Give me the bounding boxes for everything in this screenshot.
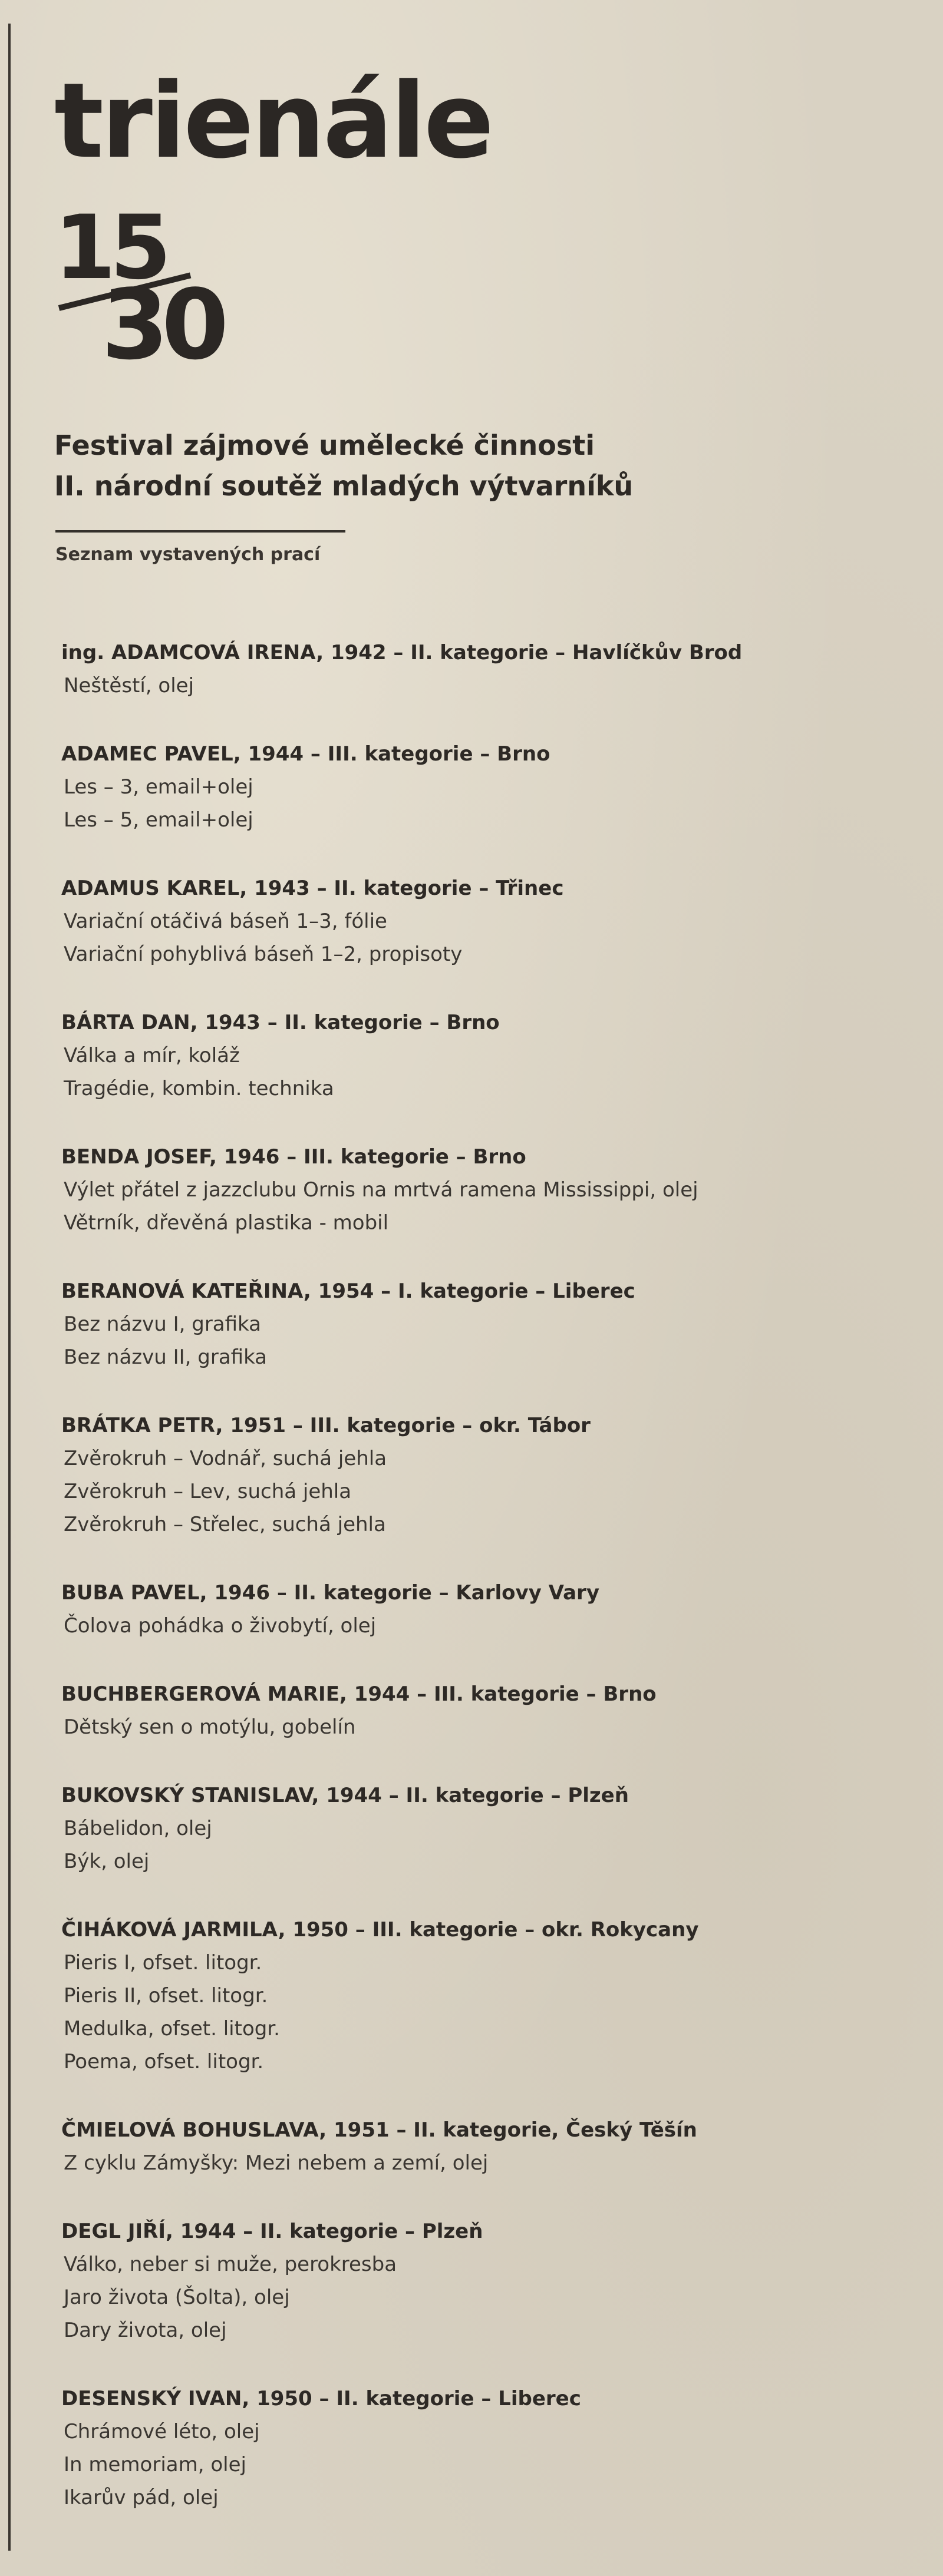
artist-heading: BUBA PAVEL, 1946 – II. kategorie – Karlovy Vary xyxy=(61,1581,599,1605)
artwork-item: Neštěstí, olej xyxy=(64,674,194,697)
artist-heading: ADAMEC PAVEL, 1944 – III. kategorie – Brno xyxy=(61,742,550,766)
artwork-item: Variační pohyblivá báseň 1–2, propisoty xyxy=(64,943,463,966)
entry-spacer xyxy=(61,702,910,738)
artwork-item: Čolova pohádka o živobytí, olej xyxy=(64,1614,377,1638)
festival-heading xyxy=(54,425,633,507)
artwork-item: Válka a mír, koláž xyxy=(64,1044,240,1067)
artwork-item: Bez názvu II, grafika xyxy=(64,1345,268,1369)
artwork-item: Tragédie, kombin. technika xyxy=(64,1077,334,1100)
exhibited-works-list xyxy=(61,636,910,2514)
artist-entry xyxy=(61,2215,910,2347)
artist-heading: DEGL JIŘÍ, 1944 – II. kategorie – Plzeň xyxy=(61,2220,483,2243)
entry-spacer xyxy=(61,1878,910,1913)
festival-line-1: Festival zájmové umělecké činnosti xyxy=(54,429,595,461)
festival-line-2: II. národní soutěž mladých výtvarníků xyxy=(54,470,634,502)
artist-heading: ing. ADAMCOVÁ IRENA, 1942 – II. kategorie – Havlíčkův Brod xyxy=(61,641,743,664)
artwork-item: Bez názvu I, grafika xyxy=(64,1312,261,1336)
artist-heading: ADAMUS KAREL, 1943 – II. kategorie – Třinec xyxy=(61,877,564,900)
artist-entry xyxy=(61,1779,910,1878)
masthead-number-top: 15 xyxy=(54,197,166,299)
artist-entry xyxy=(61,1140,910,1239)
artist-entry xyxy=(61,1913,910,2078)
masthead-number-bottom: 30 xyxy=(101,269,222,381)
masthead-title: trienále xyxy=(54,61,492,181)
entry-spacer xyxy=(61,1744,910,1779)
artwork-item: Výlet přátel z jazzclubu Ornis na mrtvá ramena Mississippi, olej xyxy=(64,1178,698,1202)
artist-heading: BERANOVÁ KATEŘINA, 1954 – I. kategorie – Liberec xyxy=(61,1279,635,1303)
artist-entry xyxy=(61,2114,910,2180)
entry-spacer xyxy=(61,1105,910,1140)
entry-spacer xyxy=(61,1374,910,1409)
artist-heading: ČIHÁKOVÁ JARMILA, 1950 – III. kategorie – okr. Rokycany xyxy=(61,1918,699,1942)
artwork-item: Býk, olej xyxy=(64,1850,150,1873)
artist-heading: BRÁTKA PETR, 1951 – III. kategorie – okr. Tábor xyxy=(61,1414,591,1437)
artwork-item: Medulka, ofset. litogr. xyxy=(64,2017,280,2041)
artist-entry xyxy=(61,636,910,702)
entry-spacer xyxy=(61,2347,910,2382)
artwork-item: Les – 5, email+olej xyxy=(64,808,253,832)
entry-spacer xyxy=(61,2180,910,2215)
artist-entry xyxy=(61,872,910,971)
entry-spacer xyxy=(61,971,910,1006)
list-subtitle: Seznam vystavených prací xyxy=(55,544,321,565)
artwork-item: Zvěrokruh – Vodnář, suchá jehla xyxy=(64,1447,387,1470)
artist-heading: DESENSKÝ IVAN, 1950 – II. kategorie – Liberec xyxy=(61,2387,581,2410)
artwork-item: Chrámové léto, olej xyxy=(64,2420,260,2443)
artist-entry xyxy=(61,1006,910,1105)
artist-entry xyxy=(61,1678,910,1744)
artwork-item: Z cyklu Zámyšky: Mezi nebem a zemí, olej xyxy=(64,2151,489,2175)
artwork-item: In memoriam, olej xyxy=(64,2453,246,2476)
masthead xyxy=(54,61,585,399)
heading-divider xyxy=(55,530,345,533)
artwork-item: Pieris I, ofset. litogr. xyxy=(64,1951,262,1975)
artist-entry xyxy=(61,1409,910,1541)
artist-heading: BENDA JOSEF, 1946 – III. kategorie – Brno xyxy=(61,1145,526,1169)
artwork-item: Větrník, dřevěná plastika - mobil xyxy=(64,1211,389,1235)
artwork-item: Zvěrokruh – Střelec, suchá jehla xyxy=(64,1513,386,1536)
artwork-item: Jaro života (Šolta), olej xyxy=(64,2286,290,2309)
artwork-item: Ikarův pád, olej xyxy=(64,2486,219,2509)
artist-heading: BÁRTA DAN, 1943 – II. kategorie – Brno xyxy=(61,1011,500,1034)
artist-entry xyxy=(61,2382,910,2514)
artwork-item: Zvěrokruh – Lev, suchá jehla xyxy=(64,1480,352,1503)
artist-heading: BUKOVSKÝ STANISLAV, 1944 – II. kategorie – Plzeň xyxy=(61,1784,629,1807)
artwork-item: Bábelidon, olej xyxy=(64,1817,212,1840)
entry-spacer xyxy=(61,1239,910,1275)
artwork-item: Les – 3, email+olej xyxy=(64,775,253,799)
entry-spacer xyxy=(61,836,910,872)
artist-heading: BUCHBERGEROVÁ MARIE, 1944 – III. kategorie – Brno xyxy=(61,1682,657,1706)
artwork-item: Dary života, olej xyxy=(64,2319,227,2342)
artwork-item: Variační otáčivá báseň 1–3, fólie xyxy=(64,910,387,933)
artwork-item: Dětský sen o motýlu, gobelín xyxy=(64,1715,356,1739)
entry-spacer xyxy=(61,1642,910,1678)
entry-spacer xyxy=(61,1541,910,1576)
artwork-item: Pieris II, ofset. litogr. xyxy=(64,1984,268,2008)
artist-entry xyxy=(61,1275,910,1374)
artist-entry xyxy=(61,738,910,836)
artwork-item: Válko, neber si muže, perokresba xyxy=(64,2253,397,2276)
entry-spacer xyxy=(61,2078,910,2114)
artwork-item: Poema, ofset. litogr. xyxy=(64,2050,264,2074)
left-margin-rule xyxy=(8,24,11,2551)
artist-heading: ČMIELOVÁ BOHUSLAVA, 1951 – II. kategorie, Český Těšín xyxy=(61,2118,697,2142)
artist-entry xyxy=(61,1576,910,1642)
